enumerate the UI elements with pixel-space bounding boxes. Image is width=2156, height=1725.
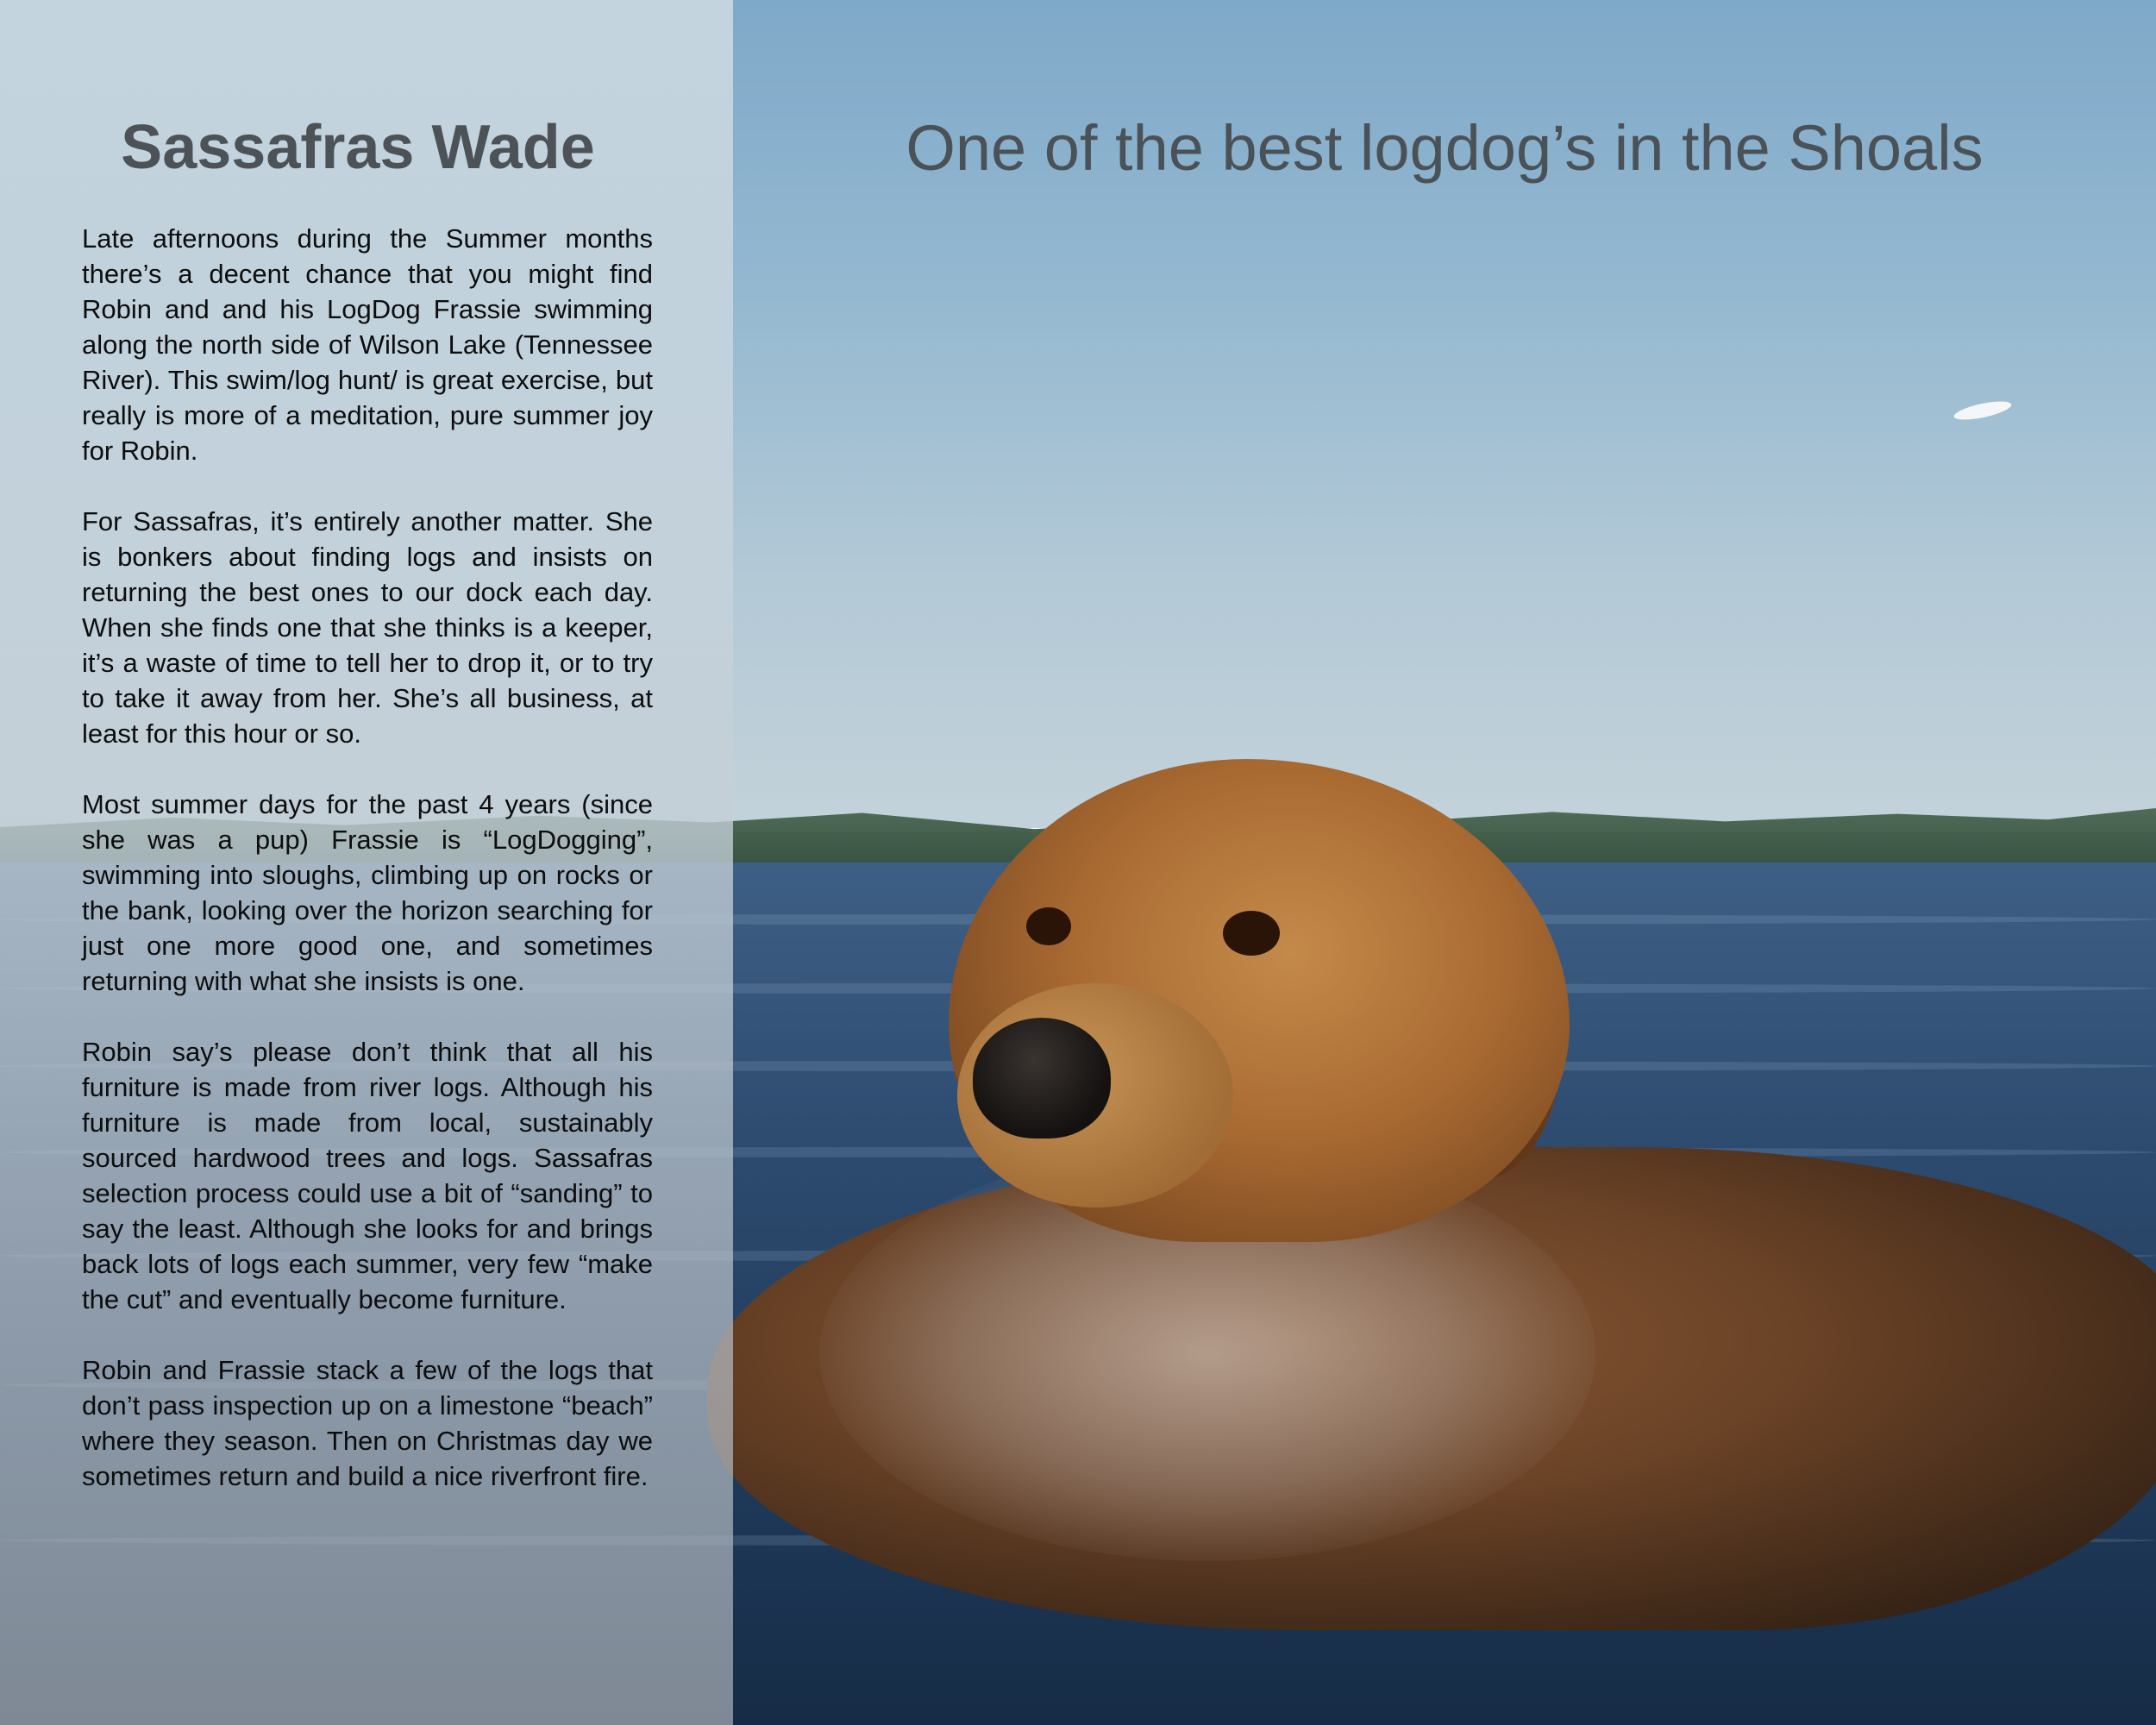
- paragraph-4: Robin say’s please don’t think that all his furniture is made from river logs. Although his furniture is made from local, sustainably sourced hardwood trees and logs. Sassafras selection process could use a bit of “sanding” to say the least. Although she looks for and brings back lots of logs each summer, very few “make the cut” and eventually become furniture.: [82, 1037, 653, 1314]
- paragraph-5: Robin and Frassie stack a few of the logs that don’t pass inspection up on a limestone “beach” where they season. Then on Christmas day we sometimes return and build a nice riverfront fire.: [82, 1355, 653, 1491]
- paragraph-3: Most summer days for the past 4 years (since she was a pup) Frassie is “LogDogging”, swimming into sloughs, climbing up on rocks or the bank, looking over the horizon searching for just one more good one, and sometimes returning with what she insists is one.: [82, 789, 653, 996]
- paragraph-2: For Sassafras, it’s entirely another matter. She is bonkers about finding logs and insists on returning the best ones to our dock each day. When she finds one that she thinks is a keeper, it’s a waste of time to tell her to drop it, or to try to take it away from her. She’s all business, at least for this hour or so.: [82, 506, 653, 749]
- article-body: [82, 221, 653, 1529]
- dog-eye-left: [1026, 907, 1071, 945]
- dog-nose: [973, 1018, 1111, 1138]
- dog-eye-right: [1223, 911, 1280, 956]
- page-title: Sassafras Wade: [121, 113, 595, 182]
- paragraph-1: Late afternoons during the Summer months there’s a decent chance that you might find Robin and and his LogDog Frassie swimming along the north side of Wilson Lake (Tennessee River). This swim/log hunt/ is great exercise, but really is more of a meditation, pure summer joy for Robin.: [82, 223, 653, 466]
- page-tagline: One of the best logdog’s in the Shoals: [906, 112, 1984, 184]
